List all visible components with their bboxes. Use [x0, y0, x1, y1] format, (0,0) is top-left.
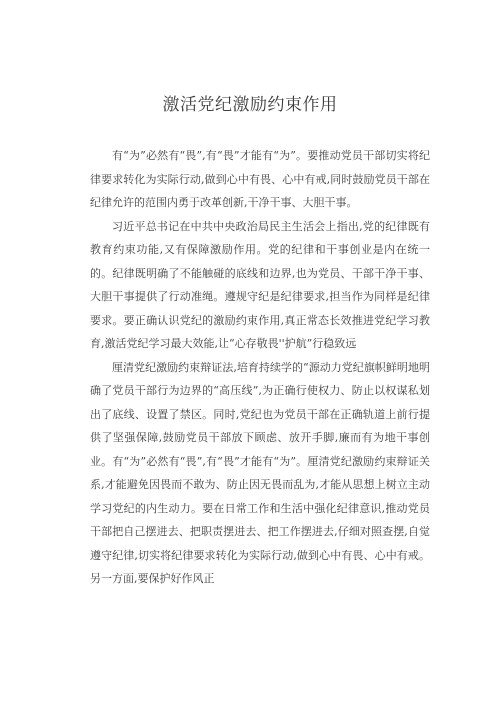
paragraph-1: 有“为”必然有“畏”,有“畏”才能有“为”。要推动党员干部切实将纪律要求转化为实际行动,做到心中有畏、心中有戒,同时鼓励党员干部在纪律允许的范围内勇于改革创新,干净干事、大胆干事。	[90, 149, 430, 209]
document-body	[90, 144, 430, 591]
document-title: 激活党纪激励约束作用	[162, 95, 338, 115]
paragraph-2: 习近平总书记在中共中央政治局民主生活会上指出,党的纪律既有教育约束功能,又有保障激励作用。党的纪律和干事创业是内在统一的。纪律既明确了不能触碰的底线和边界,也为党员、干部干净干事、大胆干事提供了行动准绳。遵规守纪是纪律要求,担当作为同样是纪律要求。要正确认识党纪的激励约束作用,真正常态长效推进党纪学习教育,激活党纪学习最大效能,让“心存敬畏''护航”行稳致远	[90, 219, 430, 350]
paragraph-3: 厘清党纪激励约束辩证法,培育持续学的“源动力党纪旗帜鲜明地明确了党员干部行为边界的“高压线”,为正确行使权力、防止以权谋私划出了底线、设置了禁区。同时,党纪也为党员干部在正确轨道上前行提供了坚强保障,鼓励党员干部放下顾虑、放开手脚,廉而有为地干事创业。有“为”必然有“畏”,有“畏”才能有“为”。厘清党纪激励约束辩证关系,才能避免因畏而不敢为、防止因无畏而乱为,才能从思想上树立主动学习党纪的内生动力。要在日常工作和生活中强化纪律意识,推动党员干部把自己摆进去、把职责摆进去、把工作摆进去,仔细对照查摆,自觉遵守纪律,切实将纪律要求转化为实际行动,做到心中有畏、心中有戒。另一方面,要保护好作风正	[90, 360, 430, 585]
